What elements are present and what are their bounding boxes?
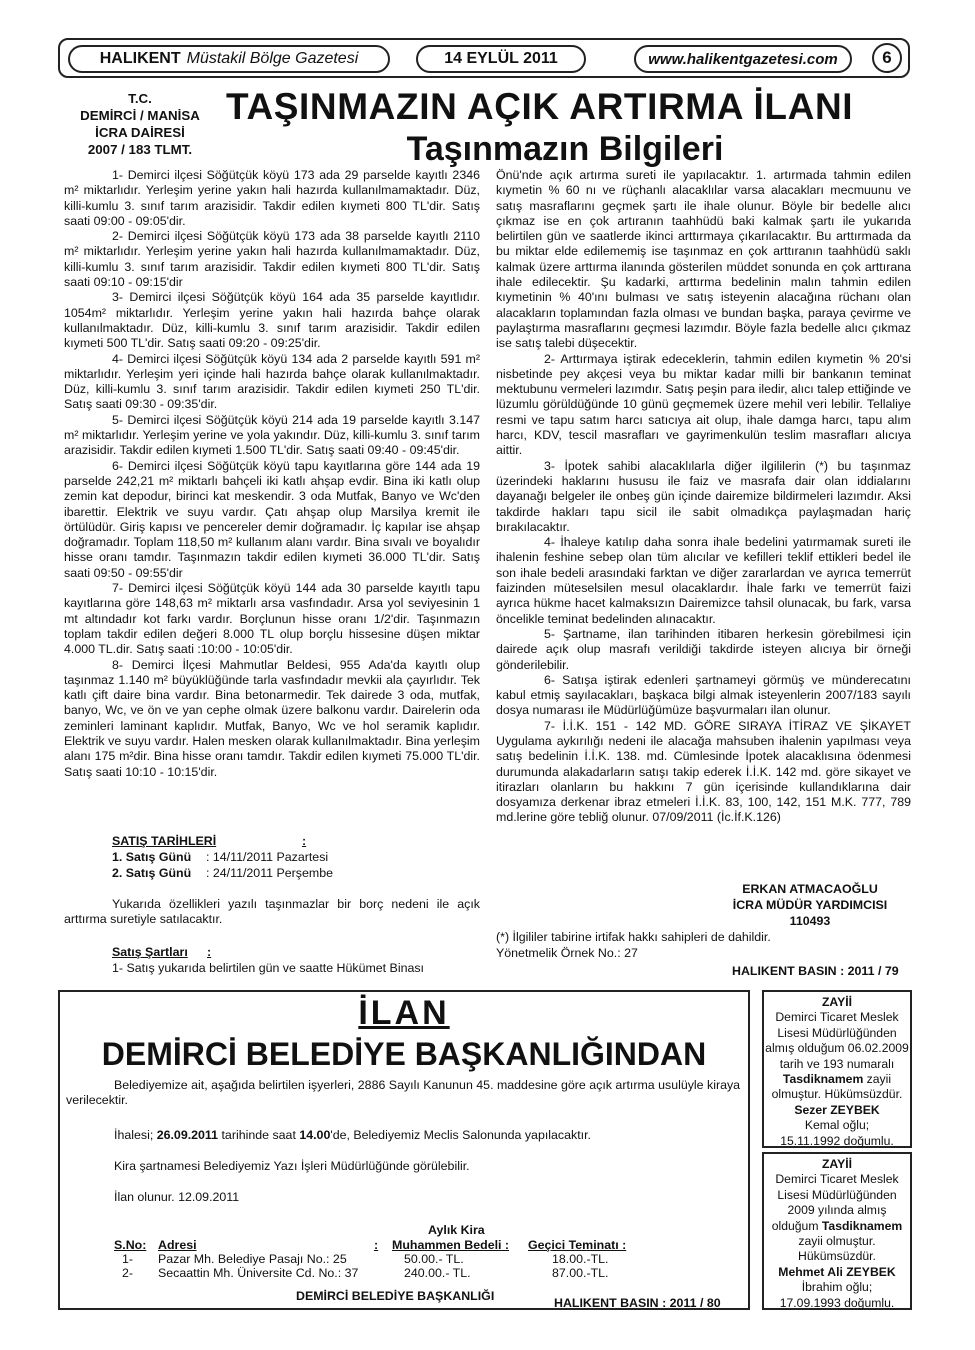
col-address: Adresi : (158, 1238, 379, 1252)
paper-name: HALIKENT (99, 50, 181, 67)
property-item: 3- Demirci ilçesi Söğütçük köyü 164 ada 35 parselde kayıtlıdır. 1054m² miktarlıdır. Yerleşim yerine yakın hali hazırda bahçe olarak kullanılmaktadır. Düz, killi-kumlu 3. sınıf tarım arazisidir. Takdir edilen kıymeti 500 TL'dir. Satış saati 09:20 - 09:25'dir. (64, 290, 480, 351)
lost-notice: ZAYİİ Demirci Ticaret Meslek Lisesi Müdürlüğünden 2009 yılında almış olduğum Tasdiknamem zayii olmuştur. Hükümsüzdür. Mehmet Ali ZEYBEK İbrahim oğlu; 17.09.1993 doğumlu. (762, 1152, 912, 1310)
signer-title: İCRA MÜDÜR YARDIMCISI (732, 898, 888, 912)
condition-text: 6- Satışa iştirak edenleri şartnameyi görmüş ve münderecatını kabul etmiş sayılacakları, başkaca bilgi almak isteyenlerin 2007/183 sayılı dosya numarası ile Müdürlüğümüze başvurmaları ilan olunur. (496, 672, 911, 718)
property-item: 2- Demirci ilçesi Söğütçük köyü 173 ada 38 parselde kayıtlı 2110 m² miktarlıdır. Yerleşim yerine yakın hali hazırda kullanılmamaktadır. Düz, killi-kumlu 3. sınıf tarım arazisidir. Takdir edilen kıymeti 800 TL'dir. Satış saati 09:10 - 09:15'dir (64, 229, 480, 290)
sale-dates (112, 833, 472, 881)
left-column (64, 168, 480, 780)
paper-tagline: Müstakil Bölge Gazetesi (186, 50, 359, 67)
col-sno: S.No: (114, 1238, 147, 1252)
property-item: 8- Demirci İlçesi Mahmutlar Beldesi, 955 Ada'da kayıtlı olup taşınmaz 1.140 m² büyüklüğünde tarla vasfındadır mevkii ala çayırlıdır. Tek katlı çift daire bina vardır. Bina betonarmedir. Tek dairede 3 oda, mutfak, banyo, Wc, ve ön ve yan cephe olmak üzere balkonu vardır. Dairelerin oda zeminleri laminant kaplıdır. Mutfak, Banyo, Wc ve hol seramik kaplıdır. Elektrik ve suyu vardır. Halen mesken olarak kullanılmaktadır. Bina yerleşim alanı 175 m²dir. Bina hisse oranı tamdır. Takdir edilen kıymeti 75.000 TL'dir. Satış saati 10:10 - 10:15'dir. (64, 657, 480, 779)
table-row: 2- Secaattin Mh. Üniversite Cd. No.: 37 240.00.- TL. 87.00.-TL. (122, 1266, 609, 1280)
basin-ref: HALIKENT BASIN : 2011 / 79 (732, 964, 899, 978)
footnotes (496, 929, 911, 961)
rent-table-label: Aylık Kira (428, 1223, 485, 1237)
footnote: Yönetmelik Örnek No.: 27 (496, 946, 638, 960)
col-deposit: Geçici Teminatı : (528, 1238, 627, 1252)
right-column (496, 168, 911, 826)
rent-table (110, 1238, 630, 1280)
court-line: DEMİRCİ / MANİSA (80, 108, 200, 123)
condition-text: Önü'nde açık artırma sureti ile yapılacaktır. 1. artırmada tahmin edilen kıymetin % 60 nı ve rüçhanlı alacaklılar varsa alacakları mecmuunu ve satış masraflarını geçmek şartı ile ihale olunur. Böyle bir bedelle alıcı çıkmaz ise en çok artıranın taahhüdü baki kalmak şartı ile yukarıda belirtilen gün ve saatlerde ikinci arttırmaya çıkarılacaktır. Bu arttırmada da bu miktar elde edilememiş ise taşınmaz en çok arttıranın taahhüdü saklı kalmak üzere arttırma ilanında gösterilen müddet sonunda en çok arttırana ihale edilecektir. Şu kadarki, arttırma bedelinin malın tahmin edilen kıymetinin % 40'ını bulması ve satış isteyenin alacağına rüchanı olan alacakların toplamından fazla olması ve bundan başka, paraya çevirme ve paylaştırma masraflarını geçmesi lazımdır. Böyle fazla bedelle alıcı çıkmaz ise satış talebi düşecektir. (496, 168, 911, 351)
date-pill (416, 45, 586, 73)
condition-1: 1- Satış yukarıda belirtilen gün ve saatte Hükümet Binası (112, 961, 424, 975)
sale-date-2: 2. Satış Günü : 24/11/2011 Perşembe (112, 866, 333, 880)
property-item: 1- Demirci ilçesi Söğütçük köyü 173 ada 29 parselde kayıtlı 2346 m² miktarlıdır. Yerleşim yerine yakın hali hazırda kullanılmamaktadır. Düz, killi-kumlu 3. sınıf tarım arazisidir. Takdir edilen kıymeti 800 TL'dir. Satış saati 09:00 - 09:05'dir. (64, 168, 480, 228)
court-line: 2007 / 183 TLMT. (87, 142, 193, 157)
property-item: 5- Demirci ilçesi Söğütçük köyü 214 ada 19 parselde kayıtlı 3.147 m² miktarlıdır. Yerleşim yerine ve yola yakındır. Düz, killi-kumlu 3. sınıf tarım arazisidir. Takdir edilen kıymeti 1.500 TL'dir. Satış saati 09:40 - 09:45'dir. (64, 412, 480, 458)
ad-heading: İLAN (358, 994, 450, 1032)
ad-title: DEMİRCİ BELEDİYE BAŞKANLIĞINDAN (101, 1036, 707, 1072)
property-item: 4- Demirci ilçesi Söğütçük köyü 134 ada 2 parselde kayıtlı 591 m² miktarlıdır. Yerleşim yeri içinde hali hazırda bahçe olarak kullanılmaktadır. Düz, killi-kumlu 3. sınıf tarım arazisidir. Takdir edilen kıymeti 250 TL'dir. Satış saati 09:30 - 09:35'dir. (64, 351, 480, 412)
footnote: (*) İlgililer tabirine irtifak hakkı sahipleri de dahildir. (496, 930, 771, 944)
paper-name-pill (68, 45, 390, 73)
auction-title: TAŞINMAZIN AÇIK ARTIRMA İLANI (226, 86, 854, 127)
col-price: Muhammen Bedeli : (392, 1238, 510, 1252)
issue-date: 14 EYLÜL 2011 (444, 50, 558, 67)
lost-notice: ZAYİİ Demirci Ticaret Meslek Lisesi Müdürlüğünden almış olduğum 06.02.2009 tarih ve 193 numaralı Tasdiknamem zayii olmuştur. Hükümsüzdür. Sezer ZEYBEK Kemal oğlu; 15.11.1992 doğumlu. (762, 990, 912, 1148)
table-row: 1- Pazar Mh. Belediye Pasajı No.: 25 50.00.- TL. 18.00.-TL. (122, 1252, 609, 1266)
auction-subtitle: Taşınmazın Bilgileri (406, 130, 724, 168)
website-link[interactable]: www.halikentgazetesi.com (648, 50, 838, 68)
lost-title: ZAYİİ (821, 995, 853, 1009)
court-heading (60, 90, 220, 158)
ad-spec: Kira şartnamesi Belediyemiz Yazı İşleri Müdürlüğünde görülebilir. (114, 1159, 470, 1173)
condition-text: 2- Arttırmaya iştirak edeceklerin, tahmin edilen kıymetin % 20'si nisbetinde pey akçesi veya bu miktar kadar milli bir bankanın teminat mektubunu vermeleri lazımdır. Satış peşin para iledir, alıcı talep ettiğinde ve lüzumlu görüldüğünde 10 günü geçmemek üzere mehil veri lebilir. Tellaliye resmi ve tapu satım harcı satıcıya ait olup, ihale damga harcı, tapu alım harcı, KDV, tescil masrafları ve gayrimenkulün teslim masrafları alıcıya aittir. (496, 351, 911, 458)
lost-title: ZAYİİ (821, 1157, 853, 1171)
court-line: İCRA DAİRESİ (95, 125, 185, 140)
property-item: 7- Demirci ilçesi Söğütçük köyü 144 ada 30 parselde kayıtlı tapu kayıtlarına göre 148,63 m² miktarlı arsa vasfındadır. Arsa yol seviyesinin 1 mt altındadır kot farkı vardır. Borçlunun hisse oranı 1/2'dir. Taşınmazın toplam takdir edilen değeri 8.000 TL olup borçlu hissesine düşen miktar 4.000 TL.dir. Satış saati :10:00 - 10:05'dir. (64, 581, 480, 657)
condition-text: 5- Şartname, ilan tarihinden itibaren herkesin görebilmesi için dairede açık olup masrafı verildiği takdirde isteyen alıcıya bir örneği gönderilebilir. (496, 626, 911, 672)
signature-block (700, 881, 920, 929)
condition-text: 7- İ.İ.K. 151 - 142 MD. GÖRE SIRAYA İTİRAZ VE ŞİKAYET Uygulama aykırılığı nedeni ile alacağa mahsuben ihalenin yapılması veya satış bedelinin İ.İ.K. 138. md. Cümlesinde İpotek alacaklısına ödenmesi durumunda alakadarların satışı takip ederek İ.İ.K. 142 md. göre sikayet ve itirazları olanların bu hakkını 7 gün içerisinde kullandıklarına dair dosyamıza derkenar ibraz etmeleri İ.İ.K. 83, 100, 142, 151 M.K. 777, 789 md.lerine göre tebliğ olunur. 07/09/2011 (İc.İf.K.126) (496, 718, 911, 825)
sale-date-1: 1. Satış Günü : 14/11/2011 Pazartesi (112, 850, 329, 864)
ad-footer-name: DEMİRCİ BELEDİYE BAŞKANLIĞI (296, 1289, 495, 1303)
page-number: 6 (872, 43, 902, 73)
sale-reason: Yukarıda özellikleri yazılı taşınmazlar bir borç nedeni ile açık arttırma suretiyle satılacaktır. (64, 897, 480, 927)
signer-name: ERKAN ATMACAOĞLU (742, 882, 878, 896)
municipality-ad (58, 990, 750, 1310)
conditions (112, 944, 480, 976)
ad-tender: İhalesi; 26.09.2011 tarihinde saat 14.00'de, Belediyemiz Meclis Salonunda yapılacaktır. (114, 1128, 591, 1142)
website-pill[interactable] (634, 45, 852, 73)
table-header (110, 1238, 630, 1252)
page-header (58, 38, 910, 78)
conditions-heading: Satış Şartları : (112, 945, 212, 959)
court-line: T.C. (128, 91, 152, 106)
ad-announce: İlan olunur. 12.09.2011 (114, 1190, 240, 1204)
ad-intro: Belediyemize ait, aşağıda belirtilen işyerleri, 2886 Sayılı Kanunun 45. maddesine göre açık artırma usulüyle kiraya verilecektir. (66, 1078, 741, 1108)
sale-dates-heading: SATIŞ TARİHLERİ : (112, 834, 307, 848)
property-item: 6- Demirci ilçesi Söğütçük köyü tapu kayıtlarına göre 144 ada 19 parselde 242,21 m² miktarlı bahçeli iki katlı ahşap evdir. Bina iki katlı olup zemin kat depodur, birinci kat meskendir. 3 oda Mutfak, Banyo ve Wc'den ibarettir. Elektrik ve suyu vardır. Çatı ahşap olup Marsilya kremit ile örtülüdür. Giriş kapısı ve pencereler demir doğramadır. İç kapılar ise ahşap doğramadır. Toplam 118,50 m² kullanım alanı vardır. Bina sıvalı ve boyalıdır hisse oranı tamdır. Taşınmazın takdir edilen kıymeti 36.000 TL'dir. Satış saati 09:50 - 09:55'dir (64, 458, 480, 580)
signer-id: 110493 (789, 914, 831, 928)
condition-text: 4- İhaleye katılıp daha sonra ihale bedelini yatırmamak sureti ile ihalenin feshine sebep olan tüm alıcılar ve kefilleri teklif ettikleri bedel ile son ihale bedeli arasındaki farktan ve diğer zararlardan ve ayrıca temerrüt faizinden müteselsilen mesul olacaklardır. İhale farkı ve temerrüt faizi ayrıca hükme hacet kalmaksızın Dairemizce tahsil olunacak, bu fark, varsa öncelikle teminat bedelinden alınacaktır. (496, 535, 911, 626)
ad-basin-ref: HALIKENT BASIN : 2011 / 80 (554, 1296, 721, 1310)
condition-text: 3- İpotek sahibi alacaklılarla diğer ilgililerin (*) bu taşınmaz üzerindeki haklarını hususu ile faiz ve masrafa dair olan iddialarını dayanağı belgeler ile onbeş gün içinde dairemize bildirmeleri lazımdır. Aksi takdirde hakları tapu sicil ile sabit olmadıkça paylaşmadan hariç bırakılacaktır. (496, 458, 911, 534)
